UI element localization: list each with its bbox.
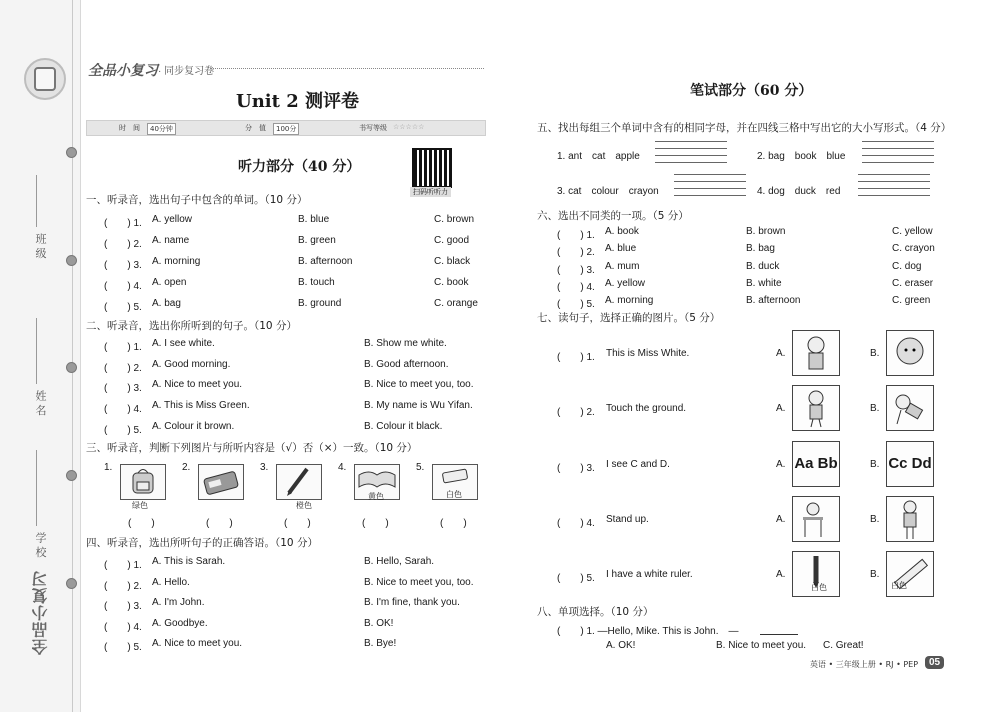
s2-number: ( ) 2. <box>104 362 142 374</box>
s6-number: ( ) 3. <box>557 264 595 276</box>
s4-number: ( ) 2. <box>104 580 142 592</box>
s6-option-b: B. bag <box>746 243 775 255</box>
s7-option-a: A. <box>776 569 786 581</box>
s2-option-b: B. Show me white. <box>364 338 447 349</box>
writing-stars-icon: ☆☆☆☆☆ <box>393 123 425 131</box>
s1-option-b: B. ground <box>298 298 342 309</box>
s6-option-c: C. crayon <box>892 243 935 255</box>
s1-heading: 一、听录音，选出句子中包含的单词。（10 分） <box>86 194 308 206</box>
s6-option-a: A. book <box>605 226 639 237</box>
class-line <box>36 175 37 227</box>
s7-option-a: A. <box>776 513 786 525</box>
schoolbag-icon <box>121 465 165 499</box>
pencil-box-icon <box>199 465 243 499</box>
school-line <box>36 450 37 526</box>
s7-sentence: Stand up. <box>606 513 649 525</box>
qr-code-icon[interactable] <box>412 148 452 188</box>
s2-option-a: A. Colour it brown. <box>152 420 235 432</box>
s4-option-a: A. Nice to meet you. <box>152 638 243 650</box>
s7-option-b: B. <box>870 403 880 415</box>
class-label: 班 级 <box>34 233 47 259</box>
s2-option-b: B. Colour it black. <box>364 420 443 432</box>
woman-face-icon <box>887 331 933 375</box>
s8-opt-c: C. Great! <box>823 640 864 651</box>
s4-number: ( ) 4. <box>104 621 142 633</box>
s5-item-2 <box>757 147 845 162</box>
s7-option-b: B. <box>870 569 880 581</box>
s4-option-a: A. This is Sarah. <box>152 556 226 567</box>
s1-number: ( ) 1. <box>104 218 142 229</box>
s3-num-2: 2. <box>182 462 191 473</box>
s1-option-a: A. morning <box>152 256 201 267</box>
s3-heading: 三、听录音，判断下列图片与所听内容是（√）否（×）一致。（10 分） <box>86 442 418 454</box>
s1-option-a: A. yellow <box>152 214 193 225</box>
header-rule <box>210 68 484 69</box>
s7-picture-b[interactable] <box>886 496 934 542</box>
s7-sentence: Touch the ground. <box>606 403 687 415</box>
s2-option-b: B. Good afternoon. <box>364 358 449 370</box>
s3-label-3: 橙色 <box>296 501 312 510</box>
s1-option-c: C. good <box>434 235 470 246</box>
s2-number: ( ) 1. <box>104 342 142 353</box>
s5-num-3: 3. <box>557 186 566 197</box>
s4-option-b: B. Nice to meet you, too. <box>364 576 474 588</box>
s1-option-c: C. book <box>434 277 469 288</box>
s8-opt-a: A. OK! <box>606 640 636 651</box>
s3-paren-2: ( ) <box>206 518 233 529</box>
s6-number: ( ) 4. <box>557 281 595 293</box>
s3-paren-5: ( ) <box>440 518 467 529</box>
s7-sentence: This is Miss White. <box>606 348 690 359</box>
s3-picture-3 <box>276 464 322 500</box>
s3-picture-1 <box>120 464 166 500</box>
s1-number: ( ) 2. <box>104 239 142 250</box>
s7-picture-a[interactable] <box>792 551 840 597</box>
s1-number: ( ) 3. <box>104 260 142 271</box>
s2-option-a: A. This is Miss Green. <box>152 400 250 412</box>
s7-picture-a[interactable] <box>792 441 840 487</box>
s4-option-a: A. Hello. <box>152 576 190 588</box>
s3-picture-2 <box>198 464 244 500</box>
s6-option-c: C. eraser <box>892 277 934 289</box>
pencil-icon <box>277 465 321 499</box>
s5-words-1: ant cat apple <box>568 151 640 162</box>
s6-option-a: A. blue <box>605 243 637 255</box>
s7-number: ( ) 3. <box>557 462 595 474</box>
s3-num-1: 1. <box>104 462 113 473</box>
binding-line <box>72 0 73 712</box>
s1-option-c: C. black <box>434 256 471 267</box>
header-sub: · 同步复习卷 <box>158 66 215 77</box>
s3-label-5: 白色 <box>446 490 462 499</box>
s4-number: ( ) 3. <box>104 601 142 613</box>
teacher-figure-icon <box>793 331 839 375</box>
s5-writing-lines-4[interactable] <box>858 174 930 204</box>
s4-option-b: B. I'm fine, thank you. <box>364 597 460 609</box>
s8-opt-b: B. Nice to meet you. <box>716 640 807 651</box>
score-value: 100分 <box>273 123 299 135</box>
s4-option-a: A. I'm John. <box>152 597 205 609</box>
s7-picture-a[interactable] <box>792 330 840 376</box>
written-title: 笔试部分（60 分） <box>690 83 813 99</box>
s6-option-c: C. green <box>892 295 931 307</box>
page-title: Unit 2 测评卷 <box>236 91 359 112</box>
s5-writing-lines-3[interactable] <box>674 174 746 204</box>
s7-picture-letters: Aa Bb <box>794 454 838 472</box>
girl-sitting-icon <box>793 497 839 541</box>
s7-number: ( ) 2. <box>557 407 595 419</box>
s8-heading: 八、单项选择。（10 分） <box>537 606 654 618</box>
s4-option-b: B. OK! <box>364 617 394 629</box>
time-value: 40分钟 <box>147 123 176 135</box>
binding-hole <box>66 255 77 266</box>
boy-standing-up-icon <box>887 497 933 541</box>
s4-option-b: B. Hello, Sarah. <box>364 556 435 567</box>
s6-option-a: A. morning <box>605 295 654 307</box>
s5-heading: 五、找出每组三个单词中含有的相同字母，并在四线三格中写出它的大小写形式。（4 分） <box>537 122 952 134</box>
boy-touching-ground-icon <box>887 386 933 430</box>
s1-option-c: C. orange <box>434 298 478 309</box>
s3-label-1: 绿色 <box>132 501 148 510</box>
s5-num-2: 2. <box>757 151 766 162</box>
binding-hole <box>66 362 77 373</box>
s4-number: ( ) 1. <box>104 560 142 571</box>
s3-num-3: 3. <box>260 462 269 473</box>
s6-option-b: B. brown <box>746 226 786 237</box>
s6-number: ( ) 2. <box>557 247 595 259</box>
s2-option-b: B. Nice to meet you, too. <box>364 379 474 391</box>
s5-num-4: 4. <box>757 186 766 197</box>
s6-number: ( ) 5. <box>557 299 595 311</box>
footer-text: 英语 • 三年级上册 • RJ • PEP <box>810 660 919 669</box>
s6-number: ( ) 1. <box>557 230 595 241</box>
s2-option-a: A. I see white. <box>152 338 215 349</box>
s1-option-b: B. touch <box>298 277 335 288</box>
school-label: 学 校 <box>34 532 47 558</box>
s7-picture-letters: Cc Dd <box>888 454 932 472</box>
s7-sentence: I have a white ruler. <box>606 569 693 581</box>
s3-paren-4: ( ) <box>362 518 389 529</box>
binding-hole <box>66 147 77 158</box>
s4-option-a: A. Goodbye. <box>152 617 208 629</box>
listening-title: 听力部分（40 分） <box>238 159 361 175</box>
s5-words-3: cat colour crayon <box>568 186 659 197</box>
brand-seal-inner <box>34 67 56 91</box>
s8-q1: ( ) 1. —Hello, Mike. This is John. — <box>557 626 739 637</box>
name-label: 姓 名 <box>34 390 47 416</box>
s3-paren-3: ( ) <box>284 518 311 529</box>
s8-q1-blank[interactable] <box>760 634 798 635</box>
qr-caption: 扫码听听力 <box>410 187 451 197</box>
s7-option-b: B. <box>870 348 880 359</box>
s7-option-b: B. <box>870 513 880 525</box>
s1-number: ( ) 5. <box>104 302 142 313</box>
page-number: 05 <box>925 656 944 669</box>
s2-option-a: A. Good morning. <box>152 358 231 370</box>
s5-words-2: bag book blue <box>768 151 846 162</box>
s1-option-b: B. blue <box>298 214 330 225</box>
s7-number: ( ) 5. <box>557 573 595 585</box>
s6-heading: 六、选出不同类的一项。（5 分） <box>537 210 689 222</box>
binding-hole <box>66 578 77 589</box>
s5-writing-lines-2[interactable] <box>862 141 934 171</box>
s3-paren-1: ( ) <box>128 518 155 529</box>
s1-number: ( ) 4. <box>104 281 142 292</box>
s2-heading: 二、听录音，选出你所听到的句子。（10 分） <box>86 320 297 332</box>
s1-option-b: B. afternoon <box>298 256 353 267</box>
s1-option-c: C. brown <box>434 214 475 225</box>
s7-option-a: A. <box>776 458 786 470</box>
s5-words-4: dog duck red <box>768 186 841 197</box>
s5-num-1: 1. <box>557 151 566 162</box>
s5-item-3 <box>557 182 659 197</box>
s6-option-c: C. yellow <box>892 226 933 237</box>
s1-option-a: A. name <box>152 235 190 246</box>
s4-heading: 四、听录音，选出所听句子的正确答语。（10 分） <box>86 537 318 549</box>
s4-option-b: B. Bye! <box>364 638 397 650</box>
s2-option-b: B. My name is Wu Yifan. <box>364 400 473 412</box>
s5-item-1 <box>557 147 640 162</box>
s7-number: ( ) 4. <box>557 517 595 529</box>
s7-option-a: A. <box>776 348 786 359</box>
binding-hole <box>66 470 77 481</box>
name-line <box>36 318 37 384</box>
s6-option-a: A. yellow <box>605 277 646 289</box>
s4-number: ( ) 5. <box>104 642 142 654</box>
score-label: 分 值 <box>245 124 266 132</box>
s6-option-a: A. mum <box>605 260 640 272</box>
s1-option-a: A. bag <box>152 298 181 309</box>
s2-number: ( ) 5. <box>104 424 142 436</box>
s2-number: ( ) 3. <box>104 383 142 395</box>
s7-picture-b[interactable] <box>886 441 934 487</box>
s6-option-b: B. afternoon <box>746 295 801 307</box>
s7-number: ( ) 1. <box>557 352 595 363</box>
s6-option-b: B. white <box>746 277 782 289</box>
header-brand: 全品小复习 <box>88 62 158 78</box>
s1-option-a: A. open <box>152 277 187 288</box>
s3-num-4: 4. <box>338 462 347 473</box>
s7-picture-label: 白色 <box>891 581 907 591</box>
s3-label-4: 黄色 <box>368 492 384 501</box>
s7-option-a: A. <box>776 403 786 415</box>
info-bar <box>86 120 486 136</box>
s7-picture-a[interactable] <box>792 385 840 431</box>
s7-heading: 七、读句子，选择正确的图片。（5 分） <box>537 312 721 324</box>
boy-standing-icon <box>793 386 839 430</box>
time-label: 时 间 <box>119 124 140 132</box>
s1-option-b: B. green <box>298 235 336 246</box>
s7-option-b: B. <box>870 458 880 470</box>
s6-option-b: B. duck <box>746 260 780 272</box>
s7-picture-b[interactable] <box>886 551 934 597</box>
s7-picture-label: 白色 <box>811 583 827 593</box>
s7-picture-b[interactable] <box>886 385 934 431</box>
s3-num-5: 5. <box>416 462 425 473</box>
s7-sentence: I see C and D. <box>606 458 670 470</box>
s2-number: ( ) 4. <box>104 404 142 416</box>
s2-option-a: A. Nice to meet you. <box>152 379 243 391</box>
s5-writing-lines-1[interactable] <box>655 141 727 171</box>
s6-option-c: C. dog <box>892 260 922 272</box>
s7-picture-a[interactable] <box>792 496 840 542</box>
binding-brand: 全品小复习 <box>33 570 50 655</box>
writing-label: 书写等级 <box>359 124 387 132</box>
s7-picture-b[interactable] <box>886 330 934 376</box>
s5-item-4 <box>757 182 840 197</box>
